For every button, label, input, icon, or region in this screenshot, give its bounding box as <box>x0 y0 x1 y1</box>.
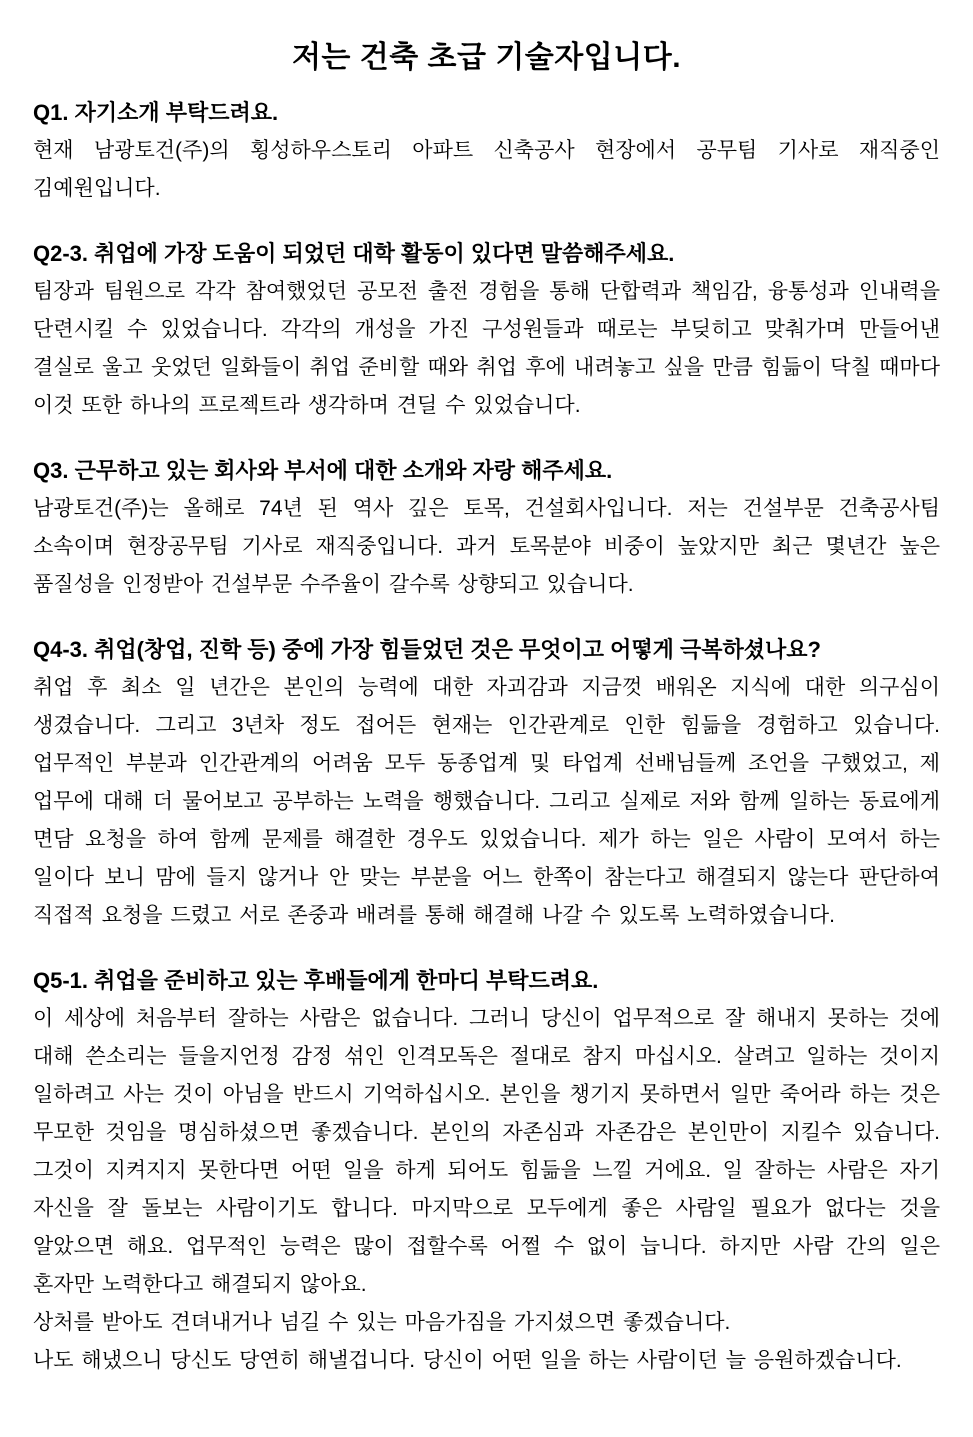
question-heading-q5-1: Q5-1. 취업을 준비하고 있는 후배들에게 한마디 부탁드려요. <box>33 968 599 993</box>
document-title: 저는 건축 초급 기술자입니다. <box>291 41 682 74</box>
answer-paragraph: 나도 해냈으니 당신도 당연히 해낼겁니다. 당신이 어떤 일을 하는 사람이던 늘 응원하겠습니다. <box>33 1349 902 1372</box>
answer-paragraph: 상처를 받아도 견뎌내거나 넘길 수 있는 마음가짐을 가지셨으면 좋겠습니다. <box>33 1311 731 1334</box>
question-heading-q1: Q1. 자기소개 부탁드려요. <box>33 100 279 125</box>
qa-section-q2-3 <box>33 235 940 425</box>
answer-paragraph: 현재 남광토건(주)의 횡성하우스토리 아파트 신축공사 현장에서 공무팀 기사로 재직중인 김예원입니다. <box>33 139 940 200</box>
answer-paragraph: 이 세상에 처음부터 잘하는 사람은 없습니다. 그러니 당신이 업무적으로 잘 해내지 못하는 것에 대해 쓴소리는 들을지언정 감정 섞인 인격모독은 절대로 참지 마십시오. 살려고 일하는 것이지 일하려고 사는 것이 아님을 반드시 기억하십시오. 본인을 챙기지 못하면서 일만 죽어라 하는 것은 무모한 것임을 명심하셨으면 좋겠습니다. 본인의 자존심과 자존감은 본인만이 지킬수 있습니다. 그것이 지켜지지 못한다면 어떤 일을 하게 되어도 힘듦을 느낄 거에요. 일 잘하는 사람은 자기 자신을 잘 돌보는 사람이기도 합니다. 마지막으로 모두에게 좋은 사람일 필요가 없다는 것을 알았으면 해요. 업무적인 능력은 많이 접할수록 어쩔 수 없이 늡니다. 하지만 사람 간의 일은 혼자만 노력한다고 해결되지 않아요. <box>33 1007 940 1296</box>
qa-section-q4-3 <box>33 631 940 935</box>
answer-paragraph: 팀장과 팀원으로 각각 참여했었던 공모전 출전 경험을 통해 단합력과 책임감, 융통성과 인내력을 단련시킬 수 있었습니다. 각각의 개성을 가진 구성원들과 때로는 부딪히고 맞춰가며 만들어낸 결실로 울고 웃었던 일화들이 취업 준비할 때와 취업 후에 내려놓고 싶을 만큼 힘듦이 닥칠 때마다 이것 또한 하나의 프로젝트라 생각하며 견딜 수 있었습니다. <box>33 280 940 417</box>
qa-section-q1 <box>33 94 940 208</box>
qa-section-q5-1 <box>33 962 940 1380</box>
question-heading-q4-3: Q4-3. 취업(창업, 진학 등) 중에 가장 힘들었던 것은 무엇이고 어떻게 극복하셨나요? <box>33 637 821 662</box>
question-heading-q3: Q3. 근무하고 있는 회사와 부서에 대한 소개와 자랑 해주세요. <box>33 458 613 483</box>
answer-paragraph: 남광토건(주)는 올해로 74년 된 역사 깊은 토목, 건설회사입니다. 저는 건설부문 건축공사팀 소속이며 현장공무팀 기사로 재직중입니다. 과거 토목분야 비중이 높았지만 최근 몇년간 높은 품질성을 인정받아 건설부문 수주율이 갈수록 상향되고 있습니다. <box>33 497 940 596</box>
question-heading-q2-3: Q2-3. 취업에 가장 도움이 되었던 대학 활동이 있다면 말씀해주세요. <box>33 241 675 266</box>
answer-paragraph: 취업 후 최소 일 년간은 본인의 능력에 대한 자괴감과 지금껏 배워온 지식에 대한 의구심이 생겼습니다. 그리고 3년차 정도 접어든 현재는 인간관계로 인한 힘듦을 경험하고 있습니다. 업무적인 부분과 인간관계의 어려움 모두 동종업계 및 타업계 선배님들께 조언을 구했었고, 제 업무에 대해 더 물어보고 공부하는 노력을 행했습니다. 그리고 실제로 저와 함께 일하는 동료에게 면담 요청을 하여 함께 문제를 해결한 경우도 있었습니다. 제가 하는 일은 사람이 모여서 하는 일이다 보니 맘에 들지 않거나 안 맞는 부분을 어느 한쪽이 참는다고 해결되지 않는다 판단하여 직접적 요청을 드렸고 서로 존중과 배려를 통해 해결해 나갈 수 있도록 노력하였습니다. <box>33 676 940 927</box>
qa-section-q3 <box>33 452 940 604</box>
